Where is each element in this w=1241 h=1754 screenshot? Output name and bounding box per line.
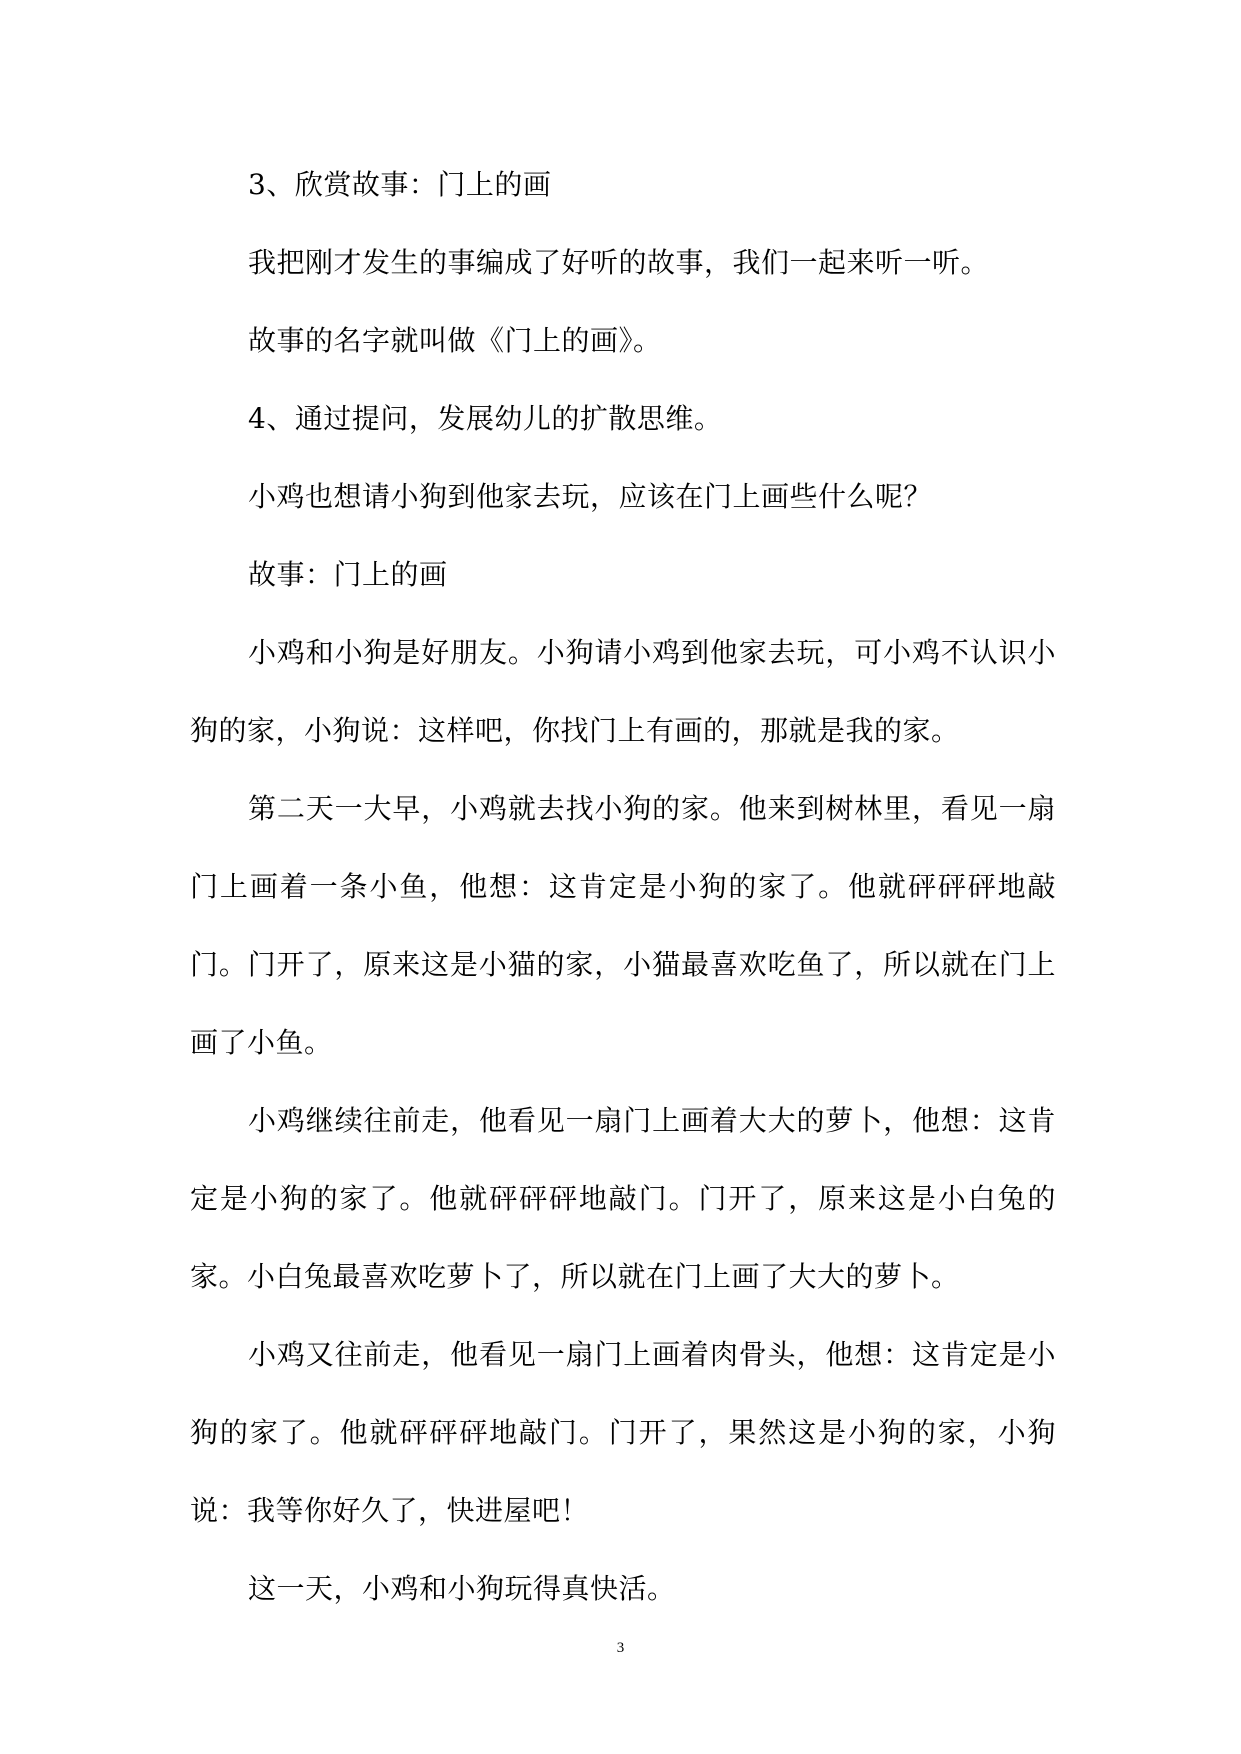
section-heading-questions: 4、通过提问，发展幼儿的扩散思维。 xyxy=(248,402,723,435)
story-paragraph: 小鸡和小狗是好朋友。小狗请小鸡到他家去玩，可小鸡不认识小狗的家，小狗说：这样吧，你找门上有画的，那就是我的家。 xyxy=(190,636,1056,747)
section-heading-appreciate-story: 3、欣赏故事：门上的画 xyxy=(248,168,552,201)
story-paragraph: 第二天一大早，小鸡就去找小狗的家。他来到树林里，看见一扇门上画着一条小鱼，他想：这肯定是小狗的家了。他就砰砰砰地敲门。门开了，原来这是小猫的家，小猫最喜欢吃鱼了，所以就在门上画了小鱼。 xyxy=(190,792,1056,1059)
paragraph: 小鸡也想请小狗到他家去玩，应该在门上画些什么呢？ xyxy=(248,480,933,513)
story-paragraph: 小鸡又往前走，他看见一扇门上画着肉骨头，他想：这肯定是小狗的家了。他就砰砰砰地敲门。门开了，果然这是小狗的家，小狗说：我等你好久了，快进屋吧！ xyxy=(190,1338,1056,1527)
story-paragraph: 这一天，小鸡和小狗玩得真快活。 xyxy=(248,1572,676,1605)
paragraph: 我把刚才发生的事编成了好听的故事，我们一起来听一听。 xyxy=(248,246,990,279)
body-text xyxy=(190,146,1056,1628)
paragraph: 故事的名字就叫做《门上的画》。 xyxy=(248,324,662,357)
page-number: 3 xyxy=(616,1640,625,1656)
story-paragraph: 小鸡继续往前走，他看见一扇门上画着大大的萝卜，他想：这肯定是小狗的家了。他就砰砰砰地敲门。门开了，原来这是小白兔的家。小白兔最喜欢吃萝卜了，所以就在门上画了大大的萝卜。 xyxy=(190,1104,1056,1293)
story-title: 故事：门上的画 xyxy=(248,558,448,591)
